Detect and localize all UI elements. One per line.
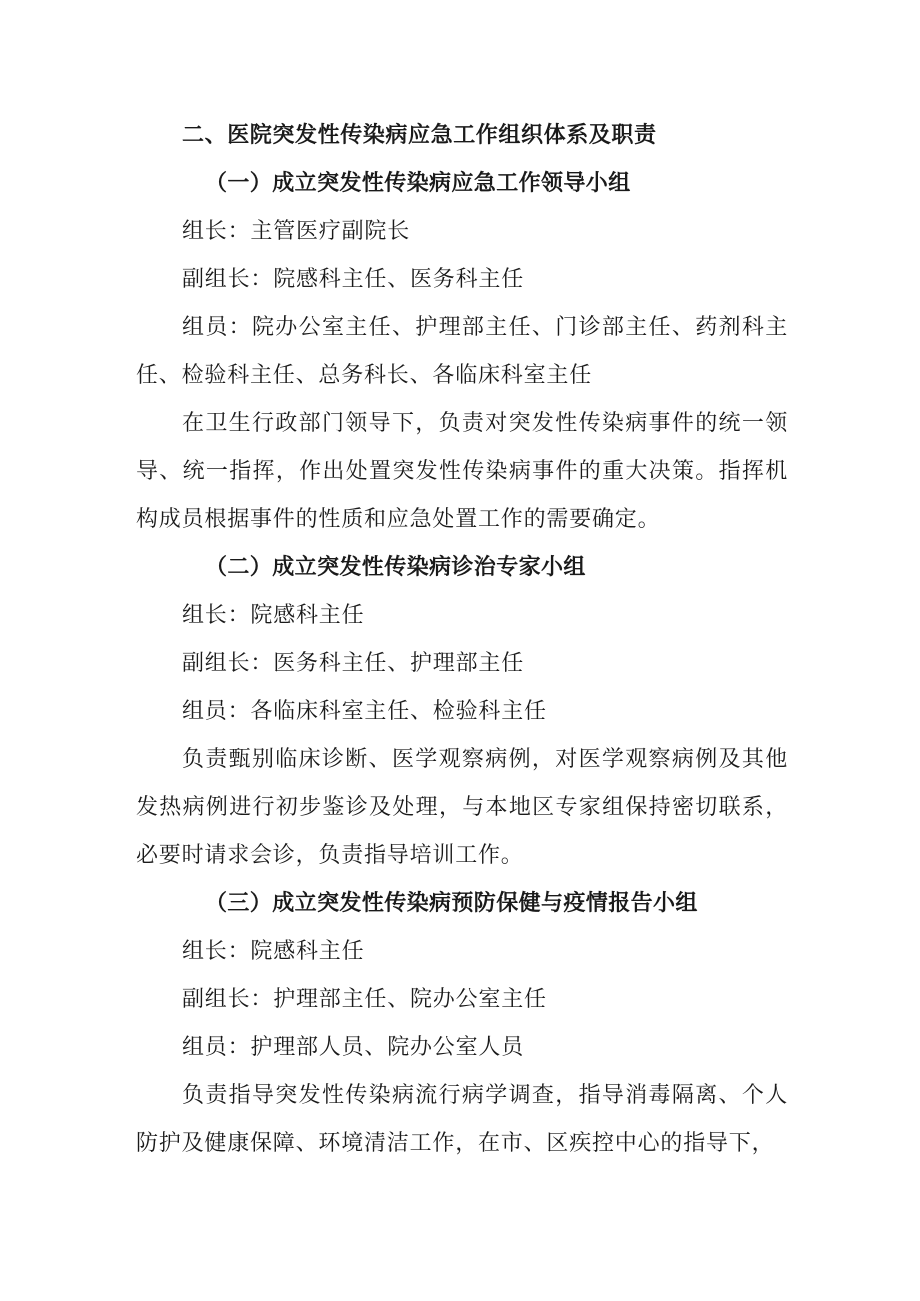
group-1-deputy: 副组长：院感科主任、医务科主任 [182,267,525,292]
group-1-duty: 在卫生行政部门领导下，负责对突发性传染病事件的统一领导、统一指挥，作出处置突发性传染病事件的重大决策。指挥机构成员根据事件的性质和应急处置工作的需要确定。 [136,411,788,532]
group-3-leader: 组长：院感科主任 [182,939,365,964]
group-1-leader: 组长：主管医疗副院长 [182,219,411,244]
group-2-members: 组员：各临床科室主任、检验科主任 [182,699,547,724]
group-3-deputy: 副组长：护理部主任、院办公室主任 [182,987,547,1012]
group-1-members: 组员：院办公室主任、护理部主任、门诊部主任、药剂科主任、检验科主任、总务科长、各临床科室主任 [136,315,788,388]
group-3-duty: 负责指导突发性传染病流行病学调查，指导消毒隔离、个人防护及健康保障、环境清洁工作，在市、区疾控中心的指导下， [136,1083,788,1156]
group-3-title: （三）成立突发性传染病预防保健与疫情报告小组 [205,891,698,916]
section-title: 二、医院突发性传染病应急工作组织体系及职责 [182,123,657,148]
group-3-members: 组员：护理部人员、院办公室人员 [182,1035,525,1060]
group-2-duty: 负责甄别临床诊断、医学观察病例，对医学观察病例及其他发热病例进行初步鉴诊及处理，与本地区专家组保持密切联系，必要时请求会诊，负责指导培训工作。 [136,747,788,868]
group-1-title: （一）成立突发性传染病应急工作领导小组 [205,171,631,196]
document-page [136,112,788,1168]
group-2-leader: 组长：院感科主任 [182,603,365,628]
group-2-title: （二）成立突发性传染病诊治专家小组 [205,555,586,580]
group-2-deputy: 副组长：医务科主任、护理部主任 [182,651,525,676]
